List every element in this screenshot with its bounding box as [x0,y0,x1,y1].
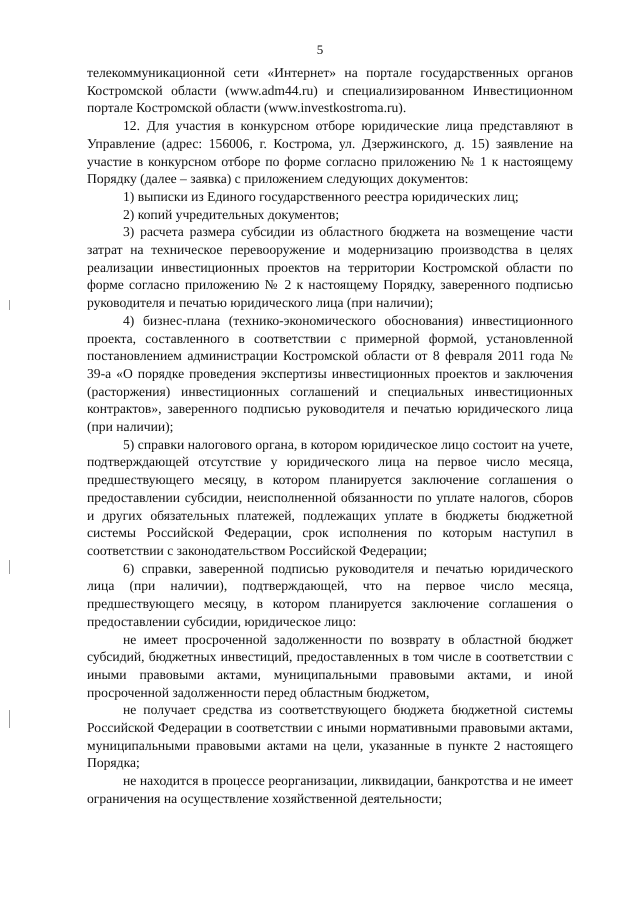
list-item-3-subsidy-calculation: 3) расчета размера субсидии из областного бюджета на возмещение части затрат на техническое перевооружение и модернизацию производства в целях реализации инвестиционных проектов на территории Костромской области по форме согласно приложению № 2 к настоящему Порядку, заверенного подписью руководителя и печатью юридического лица (при наличии); [87,224,573,311]
condition-no-overdue-debt: не имеет просроченной задолженности по возврату в областной бюджет субсидий, бюджетных инвестиций, предоставленных в том числе в соответствии с иными правовыми актами, муниципальными правовыми актами, и иной просроченной задолженности перед областным бюджетом, [87,631,573,700]
list-item-6-signed-certificate: 6) справки, заверенной подписью руководителя и печатью юридического лица (при наличии), подтверждающей, что на первое число месяца, предшествующего месяцу, в котором планируется заключение соглашения о предоставлении субсидии, юридическое лицо: [87,560,573,629]
paragraph-12-application: 12. Для участия в конкурсном отборе юридические лица представляют в Управление (адрес: 156006, г. Кострома, ул. Дзержинского, д. 15) заявление на участие в конкурсном отборе по форме согласно приложению № 1 к настоящему Порядку (далее – заявка) с приложением следующих документов: [87,118,573,187]
list-item-4-business-plan: 4) бизнес-плана (технико-экономического обоснования) инвестиционного проекта, составленного в соответствии с примерной формой, установленной постановлением администрации Костромской области от 8 февраля 2011 года № 39-а «О порядке проведения экспертизы инвестиционных проектов и заключения (расторжения) инвестиционных соглашений и специальных инвестиционных контрактов», заверенного подписью руководителя и печатью юридического лица (при наличии); [87,312,573,435]
scan-margin-mark [9,710,10,728]
condition-no-other-funds: не получает средства из соответствующего бюджета бюджетной системы Российской Федерации в соответствии с иными нормативными правовыми актами, муниципальными правовыми актами на цели, указанные в пункте 2 настоящего Порядка; [87,702,573,771]
paragraph-portal-continuation: телекоммуникационной сети «Интернет» на портале государственных органов Костромской области (www.adm44.ru) и специализированном Инвестиционном портале Костромской области (www.investkostroma.ru). [87,65,573,116]
list-item-1-registry-extract: 1) выписки из Единого государственного реестра юридических лиц; [123,188,519,204]
condition-no-reorganization: не находится в процессе реорганизации, ликвидации, банкротства и не имеет ограничения на осуществление хозяйственной деятельности; [87,773,573,806]
scan-margin-mark [9,560,10,574]
scan-margin-mark [9,300,10,310]
list-item-2-founding-documents: 2) копий учредительных документов; [123,206,340,222]
document-body [87,64,573,808]
page-number: 5 [316,42,324,57]
list-item-5-tax-certificate: 5) справки налогового органа, в котором юридическое лицо состоит на учете, подтверждающей отсутствие у юридического лица на первое число месяца, предшествующего месяцу, в котором планируется заключение соглашения о предоставлении субсидии, неисполненной обязанности по уплате налогов, сборов и других обязательных платежей, подлежащих уплате в бюджеты бюджетной системы Российской Федерации, срок исполнения по которым наступил в соответствии с законодательством Российской Федерации; [87,436,573,558]
